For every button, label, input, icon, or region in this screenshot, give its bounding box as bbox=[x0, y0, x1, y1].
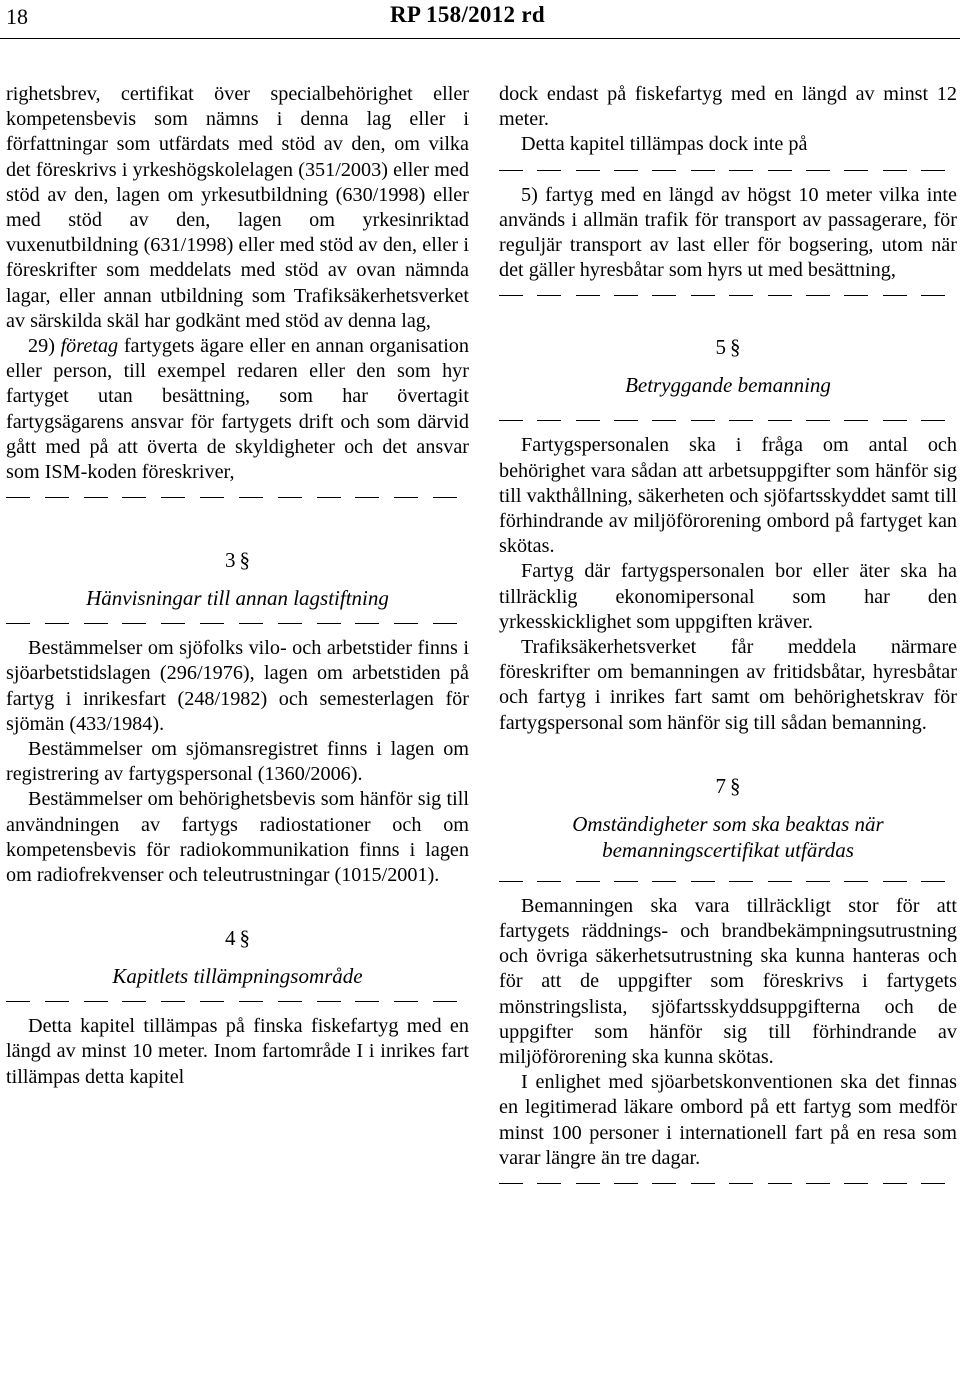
omission-dashes bbox=[6, 989, 469, 1014]
definition-29 bbox=[6, 334, 469, 485]
section-symbol: § bbox=[239, 548, 250, 573]
omission-dashes bbox=[499, 869, 957, 894]
running-title: RP 158/2012 rd bbox=[390, 2, 545, 27]
omission-dashes bbox=[6, 485, 469, 510]
omission-dashes bbox=[499, 158, 957, 183]
omission-dashes bbox=[6, 611, 469, 636]
item-number: 29) bbox=[28, 335, 61, 358]
section-5-title: Betryggande bemanning bbox=[625, 373, 831, 398]
omission-dashes bbox=[499, 408, 957, 433]
section-symbol: § bbox=[730, 335, 741, 360]
definition-text: fartygets ägare eller en annan organisation eller person, till exempel redaren eller den som hyr fartyget utan besättning, som har övertagit fartygsägarens ansvar för fartygets drift och som därvid gått med på att överta de skyldigheter och det ansvar som ISM-koden föreskriver, bbox=[6, 335, 469, 484]
section-7-paragraph: I enlighet med sjöarbetskonventionen ska det finnas en legitimerad läkare ombord på ett fartyg som medför minst 100 personer i internationell fart på en resa som varar längre än tre dagar. bbox=[499, 1071, 957, 1169]
page-number: 18 bbox=[6, 4, 28, 29]
section-3-heading: 3 § bbox=[6, 535, 469, 585]
omission-dashes bbox=[499, 1171, 957, 1196]
section-3-title: Hänvisningar till annan lagstiftning bbox=[86, 586, 389, 611]
section-3-paragraph: Bestämmelser om behörighetsbevis som hänför sig till användningen av fartygs radiostationer och om kompetensbevis för radiokommunikation finns i lagen om radiofrekvenser och teleutrustningar (1015/2001). bbox=[6, 788, 469, 887]
section-7-heading: 7 § bbox=[499, 761, 957, 811]
omission-dashes bbox=[499, 283, 957, 308]
left-column bbox=[6, 82, 469, 1090]
section-symbol: § bbox=[239, 926, 250, 951]
section-5-paragraph: Trafiksäkerhetsverket får meddela närmare föreskrifter om bemanningen av fritidsbåtar, hyresbåtar och fartyg i inrikes fart samt om behörighetskrav för fartygspersonal som hänför sig till sådan bemanning. bbox=[499, 636, 957, 734]
exception-intro: Detta kapitel tillämpas dock inte på bbox=[521, 133, 808, 156]
page-header bbox=[0, 0, 960, 40]
section-symbol: § bbox=[730, 773, 741, 798]
defined-term: företag bbox=[60, 335, 119, 358]
paragraph-continued: dock endast på fiskefartyg med en längd av minst 12 meter. bbox=[499, 83, 957, 131]
section-7-paragraph: Bemanningen ska vara tillräckligt stor för att fartygets räddnings- och brandbekämpningsutrustning och övriga säkerhetsutrustning ska kunna hanteras och för att de uppgifter som föreskrivs i fartygets mönstringslista, sjöfartsskyddsuppgifterna och de uppgifter som hänför sig till förhindrande av miljöförorening ska kunna skötas. bbox=[499, 894, 957, 1069]
header-rule bbox=[0, 38, 960, 39]
section-3-paragraph: Bestämmelser om sjöfolks vilo- och arbetstider finns i sjöarbetstidslagen (296/1976), lagen om arbetstiden på fartyg i inrikesfart (248/1982) och semesterlagen för sjömän (433/1984). bbox=[6, 637, 469, 735]
section-3-paragraph: Bestämmelser om sjömansregistret finns i lagen om registrering av fartygspersonal (1360/2006). bbox=[6, 738, 469, 786]
section-7-title: Omständigheter som ska beaktas när bemanningscertifikat utfärdas bbox=[572, 811, 884, 862]
paragraph-continued: righetsbrev, certifikat över specialbehörighet eller kompetensbevis som nämns i denna lag eller i författningar som utfärdats med stöd av den, om vilka det föreskrivs i yrkeshögskolelagen (351/2003) eller med stöd av den, lagen om yrkesutbildning (630/1998) eller med stöd av den, lagen om yrkesinriktad vuxenutbildning (631/1998) eller med stöd av den, eller i föreskrifter som meddelats med stöd av ovan nämnda lagar, eller annan utbildning som Trafiksäkerhetsverket av särskilda skäl har godkänt med stöd av denna lag, bbox=[6, 83, 469, 332]
right-column bbox=[499, 82, 957, 1196]
section-4-heading: 4 § bbox=[6, 913, 469, 963]
section-5-paragraph: Fartygspersonalen ska i fråga om antal och behörighet vara sådan att arbetsuppgifter som hänför sig till vakthållning, säkerheten och sjöfartsskyddet samt till förhindrande av miljöförorening ombord på fartyget kan skötas. bbox=[499, 434, 957, 558]
exception-item-5: 5) fartyg med en längd av högst 10 meter vilka inte används i allmän trafik för transport av passagerare, för reguljär transport av last eller för bogsering, utom när det gäller hyresbåtar som hyrs ut med besättning, bbox=[499, 183, 957, 282]
section-4-title: Kapitlets tillämpningsområde bbox=[112, 964, 363, 989]
section-4-paragraph: Detta kapitel tillämpas på finska fiskefartyg med en längd av minst 10 meter. Inom fartområde I i inrikes fart tillämpas detta kapitel bbox=[6, 1015, 469, 1088]
section-5-heading: 5 § bbox=[499, 322, 957, 372]
section-5-paragraph: Fartyg där fartygspersonalen bor eller äter ska ha tillräcklig ekonomipersonal som har den yrkesskicklighet som uppgiften kräver. bbox=[499, 560, 957, 633]
